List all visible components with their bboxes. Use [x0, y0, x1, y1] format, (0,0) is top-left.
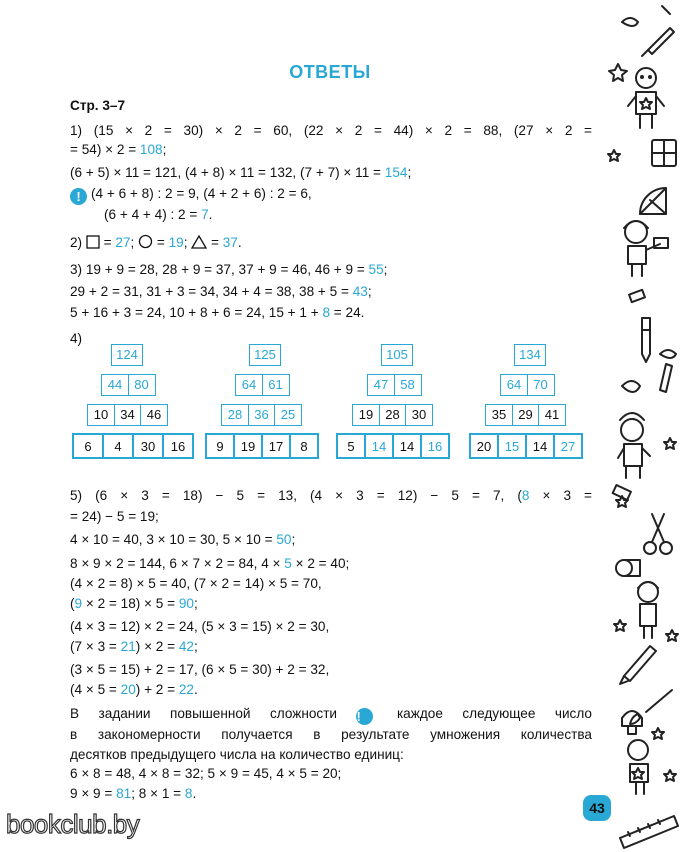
doodle-decoration-icon: [600, 0, 700, 852]
pyramid-cell: 70: [527, 374, 555, 396]
pyramid-cell: 30: [405, 404, 433, 426]
pyramid-cell: 25: [274, 404, 302, 426]
task1-line1: 1) (15 × 2 = 30) × 2 = 60, (22 × 2 = 44) × 2 = 88, (27 × 2 =: [70, 122, 592, 138]
square-icon: [86, 235, 100, 249]
task5-line5: (4 × 2 = 8) × 5 = 40, (7 × 2 = 14) × 5 = 70,: [70, 576, 322, 591]
pyramid-cell: 29: [512, 404, 540, 426]
pyramid-cell: 5: [336, 433, 366, 459]
pyramid-cell: 14: [525, 433, 555, 459]
task3-line2: 29 + 2 = 31, 31 + 3 = 34, 34 + 4 = 38, 38 + 5 = 43;: [70, 283, 372, 299]
pyramid-cell: 35: [485, 404, 513, 426]
pyramid-cell: 19: [233, 433, 263, 459]
triangle-icon: [191, 235, 207, 249]
answers-text: [70, 96, 592, 348]
pyramid-cell: 47: [367, 374, 395, 396]
task5-line10: (4 × 5 = 20) + 2 = 22.: [70, 681, 198, 697]
task1-line5: (6 + 4 + 4) : 2 = 7.: [104, 207, 213, 222]
pyramid-cell: 30: [132, 433, 164, 459]
pyramid-cell: 6: [72, 433, 104, 459]
pyramid-cell: 28: [379, 404, 407, 426]
task1-line2: = 54) × 2 = 108;: [70, 142, 167, 157]
task1-line4: ! (4 + 6 + 8) : 2 = 9, (4 + 2 + 6) : 2 = 6,: [70, 184, 592, 205]
pyramid-cell: 64: [500, 374, 528, 396]
task3-line3: 5 + 16 + 3 = 24, 10 + 8 + 6 = 24, 15 + 1 + 8 = 24.: [70, 305, 365, 320]
pyramid-cell: 44: [101, 374, 129, 396]
pyramid-cell: 14: [392, 433, 422, 459]
pyramid-cell: 125: [249, 344, 281, 366]
pyramid-cell: 19: [352, 404, 380, 426]
pyramid-cell: 27: [553, 433, 583, 459]
task5-line9: (3 × 5 = 15) + 2 = 17, (6 × 5 = 30) + 2 = 32,: [70, 662, 330, 677]
pyramid-cell: 28: [221, 404, 249, 426]
hard-task-line5: 9 × 9 = 81; 8 × 1 = 8.: [70, 785, 197, 801]
pyramid-cell: 80: [128, 374, 156, 396]
task5-line3: 4 × 10 = 40, 3 × 10 = 30, 5 × 10 = 50;: [70, 532, 296, 547]
pyramid-cell: 9: [205, 433, 235, 459]
answers-text-2: [70, 486, 592, 803]
circle-icon: [138, 234, 153, 249]
page-number: 43: [583, 795, 611, 821]
pyramid-cell: 124: [111, 344, 143, 366]
pyramid-cell: 105: [381, 344, 413, 366]
section-heading: Стр. 3–7: [70, 98, 126, 113]
pyramid-cell: 16: [420, 433, 450, 459]
pyramid-cell: 10: [87, 404, 115, 426]
task5-line4: 8 × 9 × 2 = 144, 6 × 7 × 2 = 84, 4 × 5 × 2 = 40;: [70, 555, 350, 571]
pyramid-cell: 20: [469, 433, 499, 459]
task5-line2: = 24) − 5 = 19;: [70, 508, 159, 524]
task4-label: 4): [70, 330, 83, 346]
pyramid-cell: 36: [248, 404, 276, 426]
pyramid-cell: 16: [162, 433, 194, 459]
pyramid-cell: 41: [538, 404, 566, 426]
pyramid-cell: 15: [497, 433, 527, 459]
page-title: ОТВЕТЫ: [289, 62, 371, 82]
task5-line8: (7 × 3 = 21) × 2 = 42;: [70, 638, 198, 654]
exclamation-icon: !: [70, 188, 87, 205]
pyramid-cell: 14: [364, 433, 394, 459]
exclamation-icon: !: [356, 708, 373, 725]
pyramid-cell: 61: [262, 374, 290, 396]
task5-line1: 5) (6 × 3 = 18) − 5 = 13, (4 × 3 = 12) − 5 = 7, (8 × 3 =: [70, 488, 592, 503]
hard-task-line4: 6 × 8 = 48, 4 × 8 = 32; 5 × 9 = 45, 4 × 5 = 20;: [70, 766, 342, 781]
pyramid-cell: 134: [514, 344, 546, 366]
pyramid-cell: 64: [235, 374, 263, 396]
task3-line1: 3) 19 + 9 = 28, 28 + 9 = 37, 37 + 9 = 46, 46 + 9 = 55;: [70, 262, 388, 277]
hard-task-line1: В задании повышенной сложности ! каждое следующее число: [70, 706, 592, 724]
pyramid-cell: 4: [102, 433, 134, 459]
watermark: bookclub.by: [6, 809, 140, 839]
task1-line3: (6 + 5) × 11 = 121, (4 + 8) × 11 = 132, (7 + 7) × 11 = 154;: [70, 164, 412, 180]
pyramid-cell: 46: [140, 404, 168, 426]
pyramid-cell: 34: [114, 404, 142, 426]
pyramid-cell: 8: [289, 433, 319, 459]
pyramid-cell: 17: [261, 433, 291, 459]
pyramid-cell: 58: [394, 374, 422, 396]
task5-line6: (9 × 2 = 18) × 5 = 90;: [70, 595, 198, 611]
task2-line: 2) = 27; = 19; = 37.: [70, 234, 242, 250]
hard-task-line2: в закономерности получается в результате умножения количества: [70, 727, 592, 742]
hard-task-line3: десятков предыдущего числа на количество единиц:: [70, 746, 404, 762]
task5-line7: (4 × 3 = 12) × 2 = 24, (5 × 3 = 15) × 2 = 30,: [70, 619, 330, 634]
